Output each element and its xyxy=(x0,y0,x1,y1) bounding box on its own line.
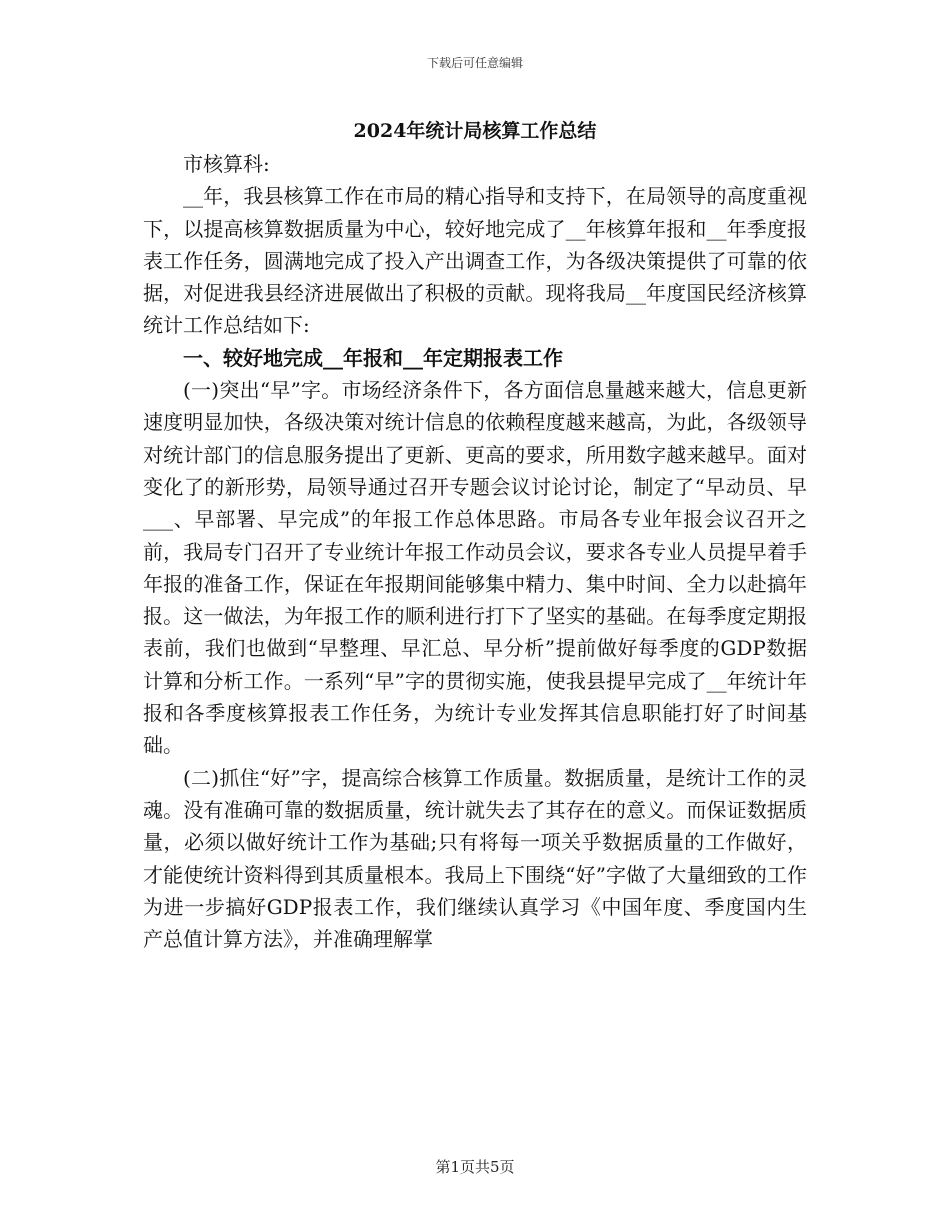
intro-paragraph: __年，我县核算工作在市局的精心指导和支持下，在局领导的高度重视下，以提高核算数据质量为中心，较好地完成了__年核算年报和__年季度报表工作任务，圆满地完成了投入产出调查工作，为各级决策提供了可靠的依据，对促进我县经济进展做出了积极的贡献。现将我局__年度国民经济核算统计工作总结如下: xyxy=(143,184,807,338)
paragraph-early: (一)突出“早”字。市场经济条件下，各方面信息量越来越大，信息更新速度明显加快，各级决策对统计信息的依赖程度越来越高，为此，各级领导对统计部门的信息服务提出了更新、更高的要求，所用数字越来越早。面对变化了的新形势，局领导通过召开专题会议讨论讨论，制定了“早动员、早___、早部署、早完成”的年报工作总体思路。市局各专业年报会议召开之前，我局专门召开了专业统计年报工作动员会议，要求各专业人员提早着手年报的准备工作，保证在年报期间能够集中精力、集中时间、全力以赴搞年报。这一做法，为年报工作的顺利进行打下了坚实的基础。在每季度定期报表前，我们也做到“早整理、早汇总、早分析”提前做好每季度的GDP数据计算和分析工作。一系列“早”字的贯彻实施，使我县提早完成了__年统计年报和各季度核算报表工作任务，为统计专业发挥其信息职能打好了时间基础。 xyxy=(143,378,807,758)
page-number: 第1页共5页 xyxy=(435,1158,515,1176)
page-header-note: 下载后可任意编辑 xyxy=(426,56,523,70)
document-title: 2024年统计局核算工作总结 xyxy=(353,120,597,142)
document-body xyxy=(143,148,807,955)
salutation: 市核算科: xyxy=(183,152,270,176)
section-heading-1: 一、较好地完成__年报和__年定期报表工作 xyxy=(183,345,563,370)
paragraph-quality: (二)抓住“好”字，提高综合核算工作质量。数据质量，是统计工作的灵魂。没有准确可靠的数据质量，统计就失去了其存在的意义。而保证数据质量，必须以做好统计工作为基础;只有将每一项关乎数据质量的工作做好，才能使统计资料得到其质量根本。我局上下围绕“好”字做了大量细致的工作为进一步搞好GDP报表工作，我们继续认真学习《中国年度、季度国内生产总值计算方法》，并准确理解掌 xyxy=(143,765,807,952)
